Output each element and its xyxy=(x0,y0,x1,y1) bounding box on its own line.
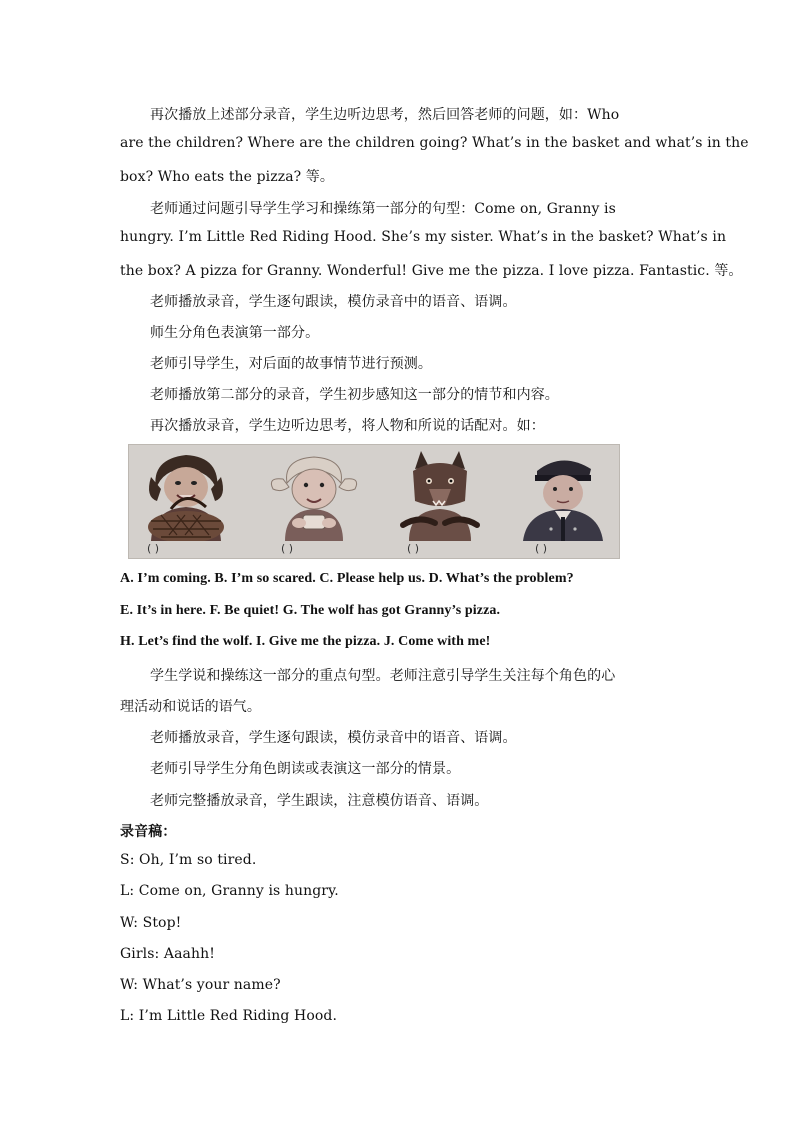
answer-blank[interactable]: ( ) xyxy=(281,542,294,555)
paragraph-line: are the children? Where are the children going? What’s in the basket and what’s in the xyxy=(120,135,749,151)
script-line: W: What’s your name? xyxy=(120,977,281,993)
wolf-figure xyxy=(385,449,495,541)
paragraph-line: 老师播放录音，学生逐句跟读，模仿录音中的语音、语调。 xyxy=(150,730,517,746)
script-line: L: Come on, Granny is hungry. xyxy=(120,883,339,899)
script-line: W: Stop! xyxy=(120,915,182,931)
paragraph-line: the box? A pizza for Granny. Wonderful! Give me the pizza. I love pizza. Fantastic. 等。 xyxy=(120,263,743,279)
option-line: E. It’s in here. F. Be quiet! G. The wolf has got Granny’s pizza. xyxy=(120,603,501,618)
paragraph-line: 老师引导学生，对后面的故事情节进行预测。 xyxy=(150,356,432,372)
paragraph-line: 老师通过问题引导学生学习和操练第一部分的句型：Come on, Granny is xyxy=(150,201,616,217)
paragraph-line: 再次播放上述部分录音，学生边听边思考，然后回答老师的问题，如：Who xyxy=(150,107,620,123)
option-line: H. Let’s find the wolf. I. Give me the pizza. J. Come with me! xyxy=(120,634,491,649)
paragraph-line: 再次播放录音，学生边听边思考，将人物和所说的话配对。如： xyxy=(150,418,545,434)
option-line: A. I’m coming. B. I’m so scared. C. Please help us. D. What’s the problem? xyxy=(120,571,574,586)
paragraph-line: 师生分角色表演第一部分。 xyxy=(150,325,320,341)
small-girl-figure xyxy=(259,449,369,541)
paragraph-line: 老师完整播放录音，学生跟读，注意模仿语音、语调。 xyxy=(150,793,489,809)
paragraph-line: 老师播放第二部分的录音，学生初步感知这一部分的情节和内容。 xyxy=(150,387,559,403)
paragraph-line: 老师播放录音，学生逐句跟读，模仿录音中的语音、语调。 xyxy=(150,294,517,310)
script-heading: 录音稿： xyxy=(120,825,177,840)
paragraph-line: 老师引导学生分角色朗读或表演这一部分的情景。 xyxy=(150,761,461,777)
script-line: Girls: Aaahh! xyxy=(120,946,215,962)
script-line: S: Oh, I’m so tired. xyxy=(120,852,257,868)
paragraph-line: 理活动和说话的语气。 xyxy=(120,699,261,715)
police-officer-figure xyxy=(507,449,617,541)
answer-blank[interactable]: ( ) xyxy=(147,542,160,555)
character-illustration xyxy=(128,444,620,559)
paragraph-line: box? Who eats the pizza? 等。 xyxy=(120,169,334,185)
paragraph-line: 学生学说和操练这一部分的重点句型。老师注意引导学生关注每个角色的心 xyxy=(150,668,616,684)
answer-blank[interactable]: ( ) xyxy=(407,542,420,555)
answer-blank[interactable]: ( ) xyxy=(535,542,548,555)
script-line: L: I’m Little Red Riding Hood. xyxy=(120,1008,338,1024)
paragraph-line: hungry. I’m Little Red Riding Hood. She’s my sister. What’s in the basket? What’s in xyxy=(120,229,727,245)
girl-with-basket-figure xyxy=(131,449,241,541)
